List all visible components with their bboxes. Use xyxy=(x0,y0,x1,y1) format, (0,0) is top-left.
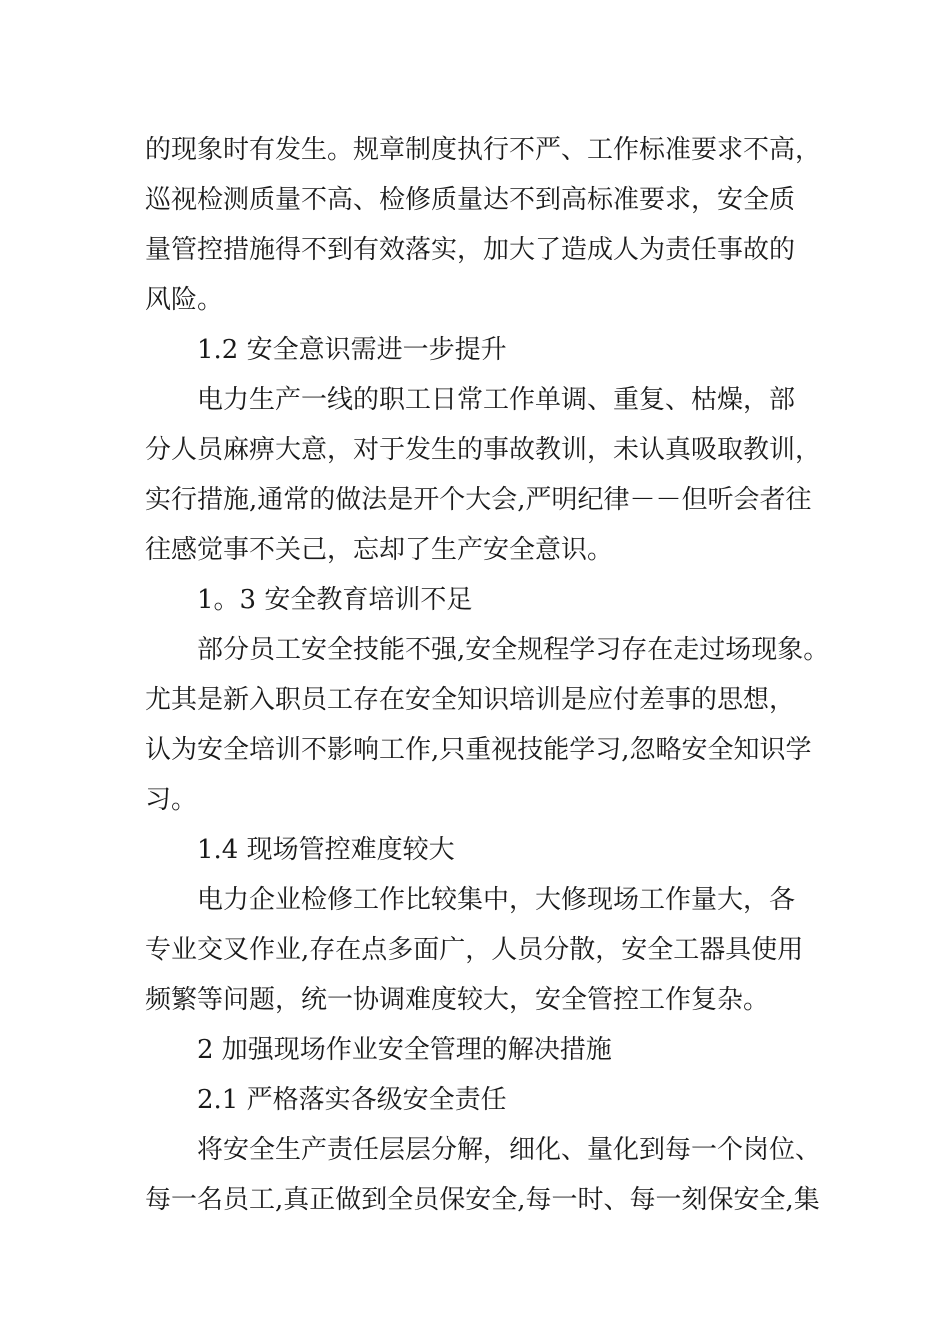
text-line: 风险。 xyxy=(145,285,224,315)
section-heading: 1。3 安全教育培训不足 xyxy=(197,585,473,615)
section-heading: 1.4 现场管控难度较大 xyxy=(197,835,455,865)
section-heading: 2.1 严格落实各级安全责任 xyxy=(197,1085,507,1115)
text-line: 的现象时有发生。规章制度执行不严、工作标准要求不高， xyxy=(145,135,822,165)
text-line: 往感觉事不关己，忘却了生产安全意识。 xyxy=(145,535,614,565)
text-line: 量管控措施得不到有效落实，加大了造成人为责任事故的 xyxy=(145,235,796,265)
text-line: 电力企业检修工作比较集中，大修现场工作量大，各 xyxy=(197,885,796,915)
text-line: 尤其是新入职员工存在安全知识培训是应付差事的思想， xyxy=(145,685,796,715)
text-line: 每一名员工,真正做到全员保安全,每一时、每一刻保安全,集 xyxy=(145,1185,820,1215)
section-heading: 1.2 安全意识需进一步提升 xyxy=(197,335,507,365)
text-line: 分人员麻痹大意，对于发生的事故教训，未认真吸取教训， xyxy=(145,435,822,465)
text-line: 部分员工安全技能不强,安全规程学习存在走过场现象。 xyxy=(197,635,830,665)
text-line: 频繁等问题，统一协调难度较大，安全管控工作复杂。 xyxy=(145,985,770,1015)
text-line: 将安全生产责任层层分解，细化、量化到每一个岗位、 xyxy=(197,1135,822,1165)
text-line: 专业交叉作业,存在点多面广，人员分散，安全工器具使用 xyxy=(145,935,804,965)
text-line: 实行措施,通常的做法是开个大会,严明纪律－－但听会者往 xyxy=(145,485,812,515)
text-line: 电力生产一线的职工日常工作单调、重复、枯燥，部 xyxy=(197,385,796,415)
text-line: 习。 xyxy=(145,785,198,815)
text-line: 认为安全培训不影响工作,只重视技能学习,忽略安全知识学 xyxy=(145,735,812,765)
section-heading: 2 加强现场作业安全管理的解决措施 xyxy=(197,1035,612,1065)
text-line: 巡视检测质量不高、检修质量达不到高标准要求，安全质 xyxy=(145,185,796,215)
